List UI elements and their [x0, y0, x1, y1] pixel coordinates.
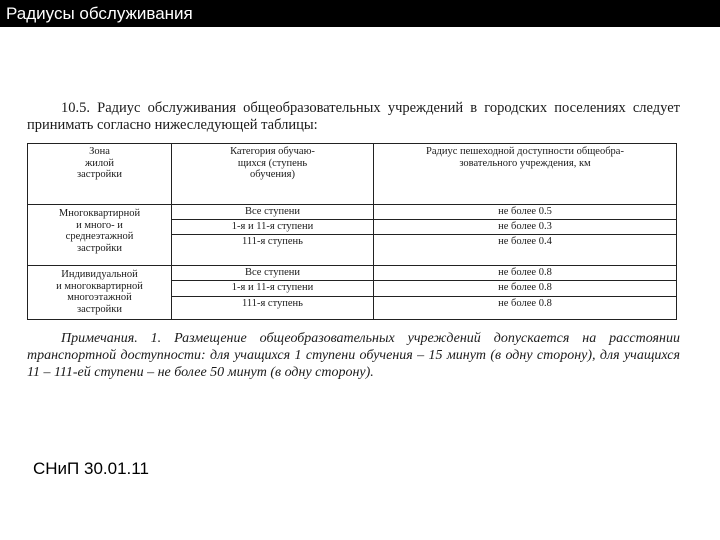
header-radius: Радиус пешеходной доступности общеобра- зовательного учреждения, км	[374, 144, 677, 205]
document-body	[27, 100, 680, 381]
header-zone: Зона жилой застройки	[28, 144, 172, 205]
category-cell: 111-я ступень	[172, 296, 374, 319]
radius-cell: не более 0.8	[374, 281, 677, 296]
radius-cell: не более 0.8	[374, 266, 677, 281]
zone-cell: Многоквартирной и много- и среднеэтажной застройки	[28, 205, 172, 266]
title-bar: Радиусы обслуживания	[0, 0, 720, 27]
radius-cell: не более 0.8	[374, 296, 677, 319]
service-radius-table	[27, 143, 677, 320]
category-cell: 111-я ступень	[172, 235, 374, 266]
table-note: Примечания. 1. Размещение общеобразовательных учреждений допускается на расстоянии транспортной доступности: для учащихся 1 ступени обучения – 15 минут (в одну сторону), для учащихся 11 – 111-ей ступени – не более 50 минут (в одну сторону).	[27, 331, 680, 380]
table-row	[28, 266, 677, 281]
header-category: Категория обучаю- щихся (ступень обучения)	[172, 144, 374, 205]
category-cell: 1-я и 11-я ступени	[172, 220, 374, 235]
table-header-row	[28, 144, 677, 205]
radius-cell: не более 0.3	[374, 220, 677, 235]
document-code-label: СНиП 30.01.11	[33, 459, 149, 478]
category-cell: 1-я и 11-я ступени	[172, 281, 374, 296]
category-cell: Все ступени	[172, 205, 374, 220]
zone-cell: Индивидуальной и многоквартирной многоэтажной застройки	[28, 266, 172, 320]
section-heading: 10.5. Радиус обслуживания общеобразовательных учреждений в городских поселениях следует принимать согласно нижеследующей таблицы:	[27, 100, 680, 133]
radius-cell: не более 0.4	[374, 235, 677, 266]
table-row	[28, 205, 677, 220]
category-cell: Все ступени	[172, 266, 374, 281]
radius-cell: не более 0.5	[374, 205, 677, 220]
